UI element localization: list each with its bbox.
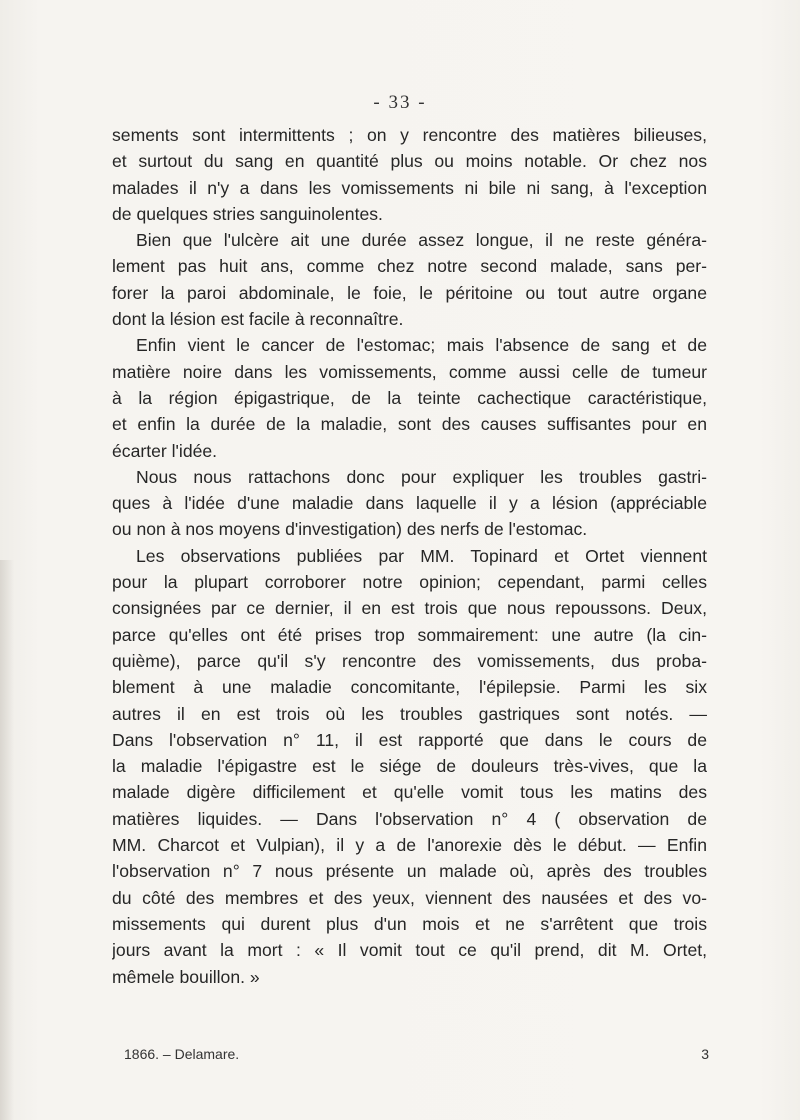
- text-line: Dans l'observation n° 11, il est rapporté que dans le cours de: [112, 729, 707, 750]
- text-line: dont la lésion est facile à reconnaître.: [112, 309, 404, 330]
- text-line: pour la plupart corroborer notre opinion; cependant, parmi celles: [112, 572, 707, 593]
- text-line: du côté des membres et des yeux, viennent des nausées et des vo-: [112, 887, 707, 908]
- text-line: MM. Charcot et Vulpian), il y a de l'anorexie dès le début. — Enfin: [112, 835, 707, 856]
- text-line: Bien que l'ulcère ait une durée assez longue, il ne reste généra-: [136, 230, 707, 251]
- text-line: mêmele bouillon. »: [112, 966, 260, 987]
- text-line: et surtout du sang en quantité plus ou moins notable. Or chez nos: [112, 151, 707, 172]
- text-line: Enfin vient le cancer de l'estomac; mais l'absence de sang et de: [136, 335, 707, 356]
- binding-shadow: [0, 560, 14, 1120]
- text-line: ou non à nos moyens d'investigation) des nerfs de l'estomac.: [112, 519, 588, 540]
- text-line: matières liquides. — Dans l'observation n° 4 ( observation de: [112, 808, 707, 829]
- text-line: malades il n'y a dans les vomissements ni bile ni sang, à l'exception: [112, 177, 707, 198]
- text-line: missements qui durent plus d'un mois et ne s'arrêtent que trois: [112, 913, 707, 934]
- text-line: matière noire dans les vomissements, comme aussi celle de tumeur: [112, 361, 707, 382]
- text-line: la maladie l'épigastre est le siége de douleurs très-vives, que la: [112, 756, 707, 777]
- text-line: autres il en est trois où les troubles gastriques sont notés. —: [112, 703, 707, 724]
- text-line: écarter l'idée.: [112, 440, 218, 461]
- text-line: forer la paroi abdominale, le foie, le péritoine ou tout autre organe: [112, 282, 707, 303]
- text-line: de quelques stries sanguinolentes.: [112, 203, 383, 224]
- text-line: quième), parce qu'il s'y rencontre des vomissements, dus proba-: [112, 650, 707, 671]
- text-line: et enfin la durée de la maladie, sont des causes suffisantes pour en: [112, 414, 707, 435]
- text-line: sements sont intermittents ; on y rencontre des matières bilieuses,: [112, 125, 707, 145]
- text-line: blement à une maladie concomitante, l'épilepsie. Parmi les six: [112, 677, 707, 698]
- text-line: consignées par ce dernier, il en est trois que nous repoussons. Deux,: [112, 598, 707, 619]
- printer-signature: 1866. – Delamare.: [124, 1046, 240, 1062]
- text-line: lement pas huit ans, comme chez notre second malade, sans per-: [112, 256, 707, 277]
- text-line: l'observation n° 7 nous présente un malade où, après des troubles: [112, 861, 707, 882]
- text-line: ques à l'idée d'une maladie dans laquelle il y a lésion (appréciable: [112, 493, 707, 514]
- text-line: jours avant la mort : « Il vomit tout ce qu'il prend, dit M. Ortet,: [112, 940, 707, 961]
- text-line: malade digère difficilement et qu'elle vomit tous les matins des: [112, 782, 707, 803]
- text-line: parce qu'elles ont été prises trop sommairement: une autre (la cin-: [112, 624, 707, 645]
- page-number: - 33 -: [373, 92, 427, 113]
- text-line: Nous nous rattachons donc pour expliquer les troubles gastri-: [136, 466, 707, 487]
- text-line: à la région épigastrique, de la teinte cachectique caractéristique,: [112, 387, 707, 408]
- gathering-number: 3: [701, 1046, 709, 1062]
- body-text: [112, 122, 707, 990]
- text-line: Les observations publiées par MM. Topinard et Ortet viennent: [136, 545, 707, 566]
